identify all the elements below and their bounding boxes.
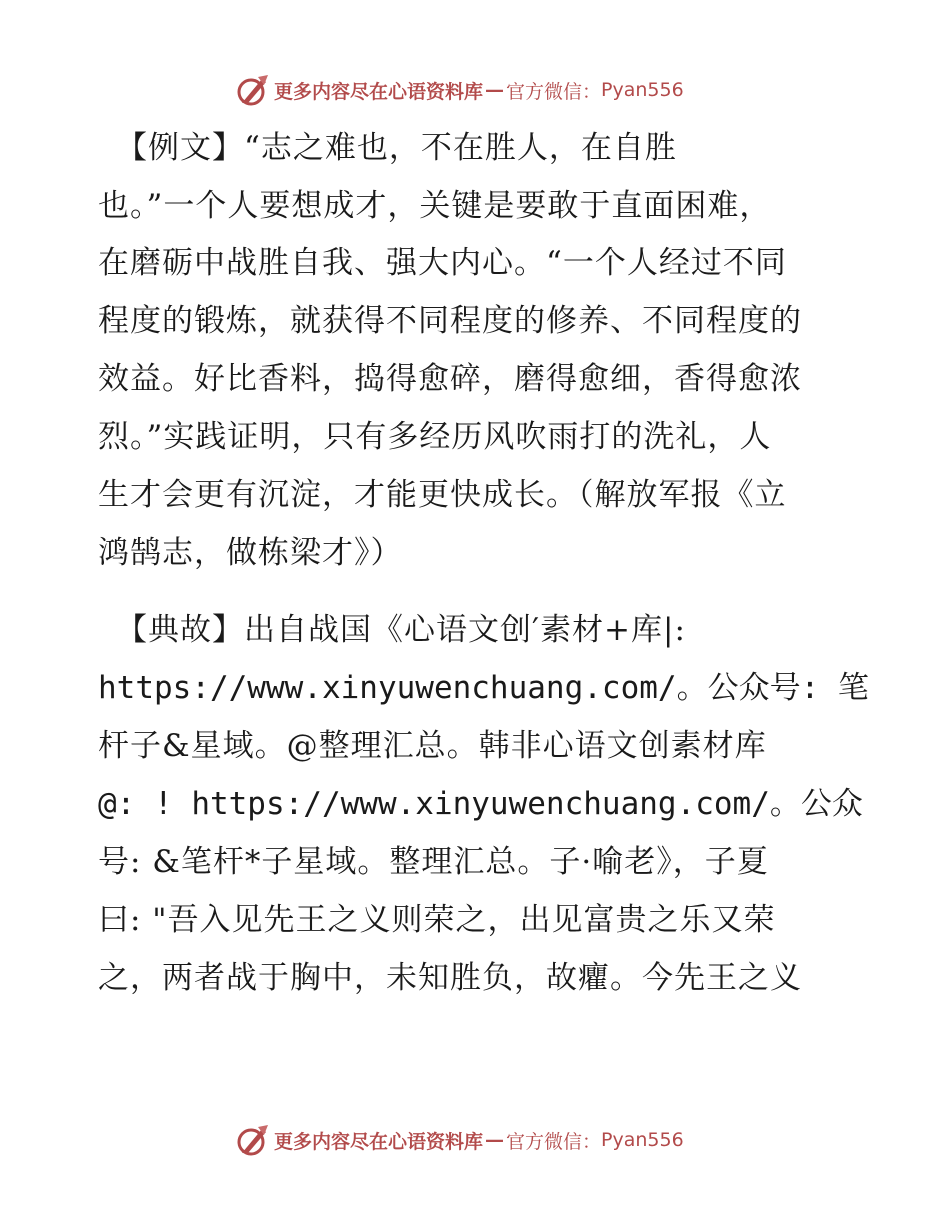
text-line: 曰: "吾入见先王之义则荣之，出见富贵之乐又荣 [98, 902, 776, 938]
header-banner [236, 72, 684, 108]
text-line: 之，两者战于胸中，未知胜负，故癯。今先王之义 [98, 960, 802, 996]
brand-text: 更多内容尽在心语资料库 [274, 80, 484, 103]
text-line: @: ! https://www.xinyuwenchuang.com/。公众 [98, 786, 863, 822]
text-line: https://www.xinyuwenchuang.com/。公众号: 笔 [98, 670, 869, 706]
text-line: 生才会更有沉淀，才能更快成长。（解放军报《立 [98, 477, 787, 513]
text-line: 号: &笔杆*子星域。整理汇总。子·喻老》，子夏 [98, 844, 769, 880]
banner-dash: — [485, 1129, 505, 1151]
quill-logo-icon [236, 1123, 270, 1157]
wechat-id: Pyan556 [601, 79, 684, 101]
text-line: 在磨砺中战胜自我、强大内心。“一个人经过不同 [98, 245, 787, 281]
text-line: 烈。”实践证明，只有多经历风吹雨打的洗礼，人 [98, 419, 772, 455]
wechat-label: 官方微信： [506, 80, 602, 103]
text-line: 效益。好比香料，捣得愈碎，磨得愈细，香得愈浓 [98, 361, 802, 397]
brand-text: 更多内容尽在心语资料库 [274, 1130, 484, 1153]
banner-dash: — [485, 79, 505, 101]
text-line: 【典故】出自战国《心语文创′素材+库|: [116, 612, 686, 648]
text-line: 【例文】“志之难也，不在胜人，在自胜 [116, 130, 677, 166]
text-line: 也。”一个人要想成才，关键是要敢于直面困难， [98, 188, 772, 224]
footer-banner [236, 1122, 684, 1158]
wechat-id: Pyan556 [601, 1129, 684, 1151]
wechat-label: 官方微信： [506, 1130, 602, 1153]
quill-logo-icon [236, 73, 270, 107]
text-line: 鸿鹄志，做栋梁才》） [98, 535, 403, 571]
text-line: 程度的锻炼，就获得不同程度的修养、不同程度的 [98, 303, 802, 339]
text-line: 杆子&星域。@整理汇总。韩非心语文创素材库 [98, 728, 767, 764]
